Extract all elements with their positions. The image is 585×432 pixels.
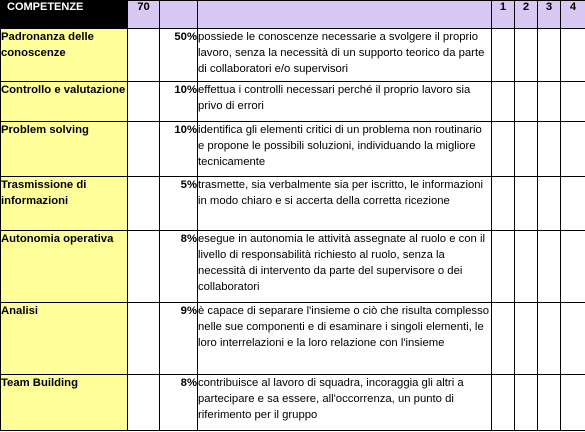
score-cell-3[interactable]: [538, 375, 561, 431]
score-cell-1[interactable]: [492, 375, 515, 431]
score-cell-3[interactable]: [538, 231, 561, 303]
score-cell-4[interactable]: [561, 231, 585, 303]
header-score-2: 2: [515, 1, 538, 29]
score-cell-2[interactable]: [515, 303, 538, 375]
score-cell-2[interactable]: [515, 177, 538, 231]
score-cell-2[interactable]: [515, 375, 538, 431]
score-cell-4[interactable]: [561, 177, 585, 231]
competence-name: Padronanza delle conoscenze: [1, 29, 128, 82]
score-cell-3[interactable]: [538, 303, 561, 375]
score-cell-1[interactable]: [492, 231, 515, 303]
competence-name: Trasmissione di informazioni: [1, 177, 128, 231]
header-row: [1, 1, 585, 29]
competence-description: identifica gli elementi critici di un problema non routinario e propone le possibili soluzioni, individuando la migliore tecnicamente: [198, 122, 492, 177]
competence-description: esegue in autonomia le attività assegnate al ruolo e con il livello di responsabilità richiesto al ruolo, senza la necessità di intervento da parte del supervisore o dei collaboratori: [198, 231, 492, 303]
competence-name: Team Building: [1, 375, 128, 431]
score-cell-4[interactable]: [561, 375, 585, 431]
score-cell-3[interactable]: [538, 177, 561, 231]
empty-cell: [128, 29, 160, 82]
competence-weight: 10%: [160, 82, 198, 122]
score-cell-1[interactable]: [492, 303, 515, 375]
header-score-3: 3: [538, 1, 561, 29]
score-cell-1[interactable]: [492, 177, 515, 231]
score-cell-2[interactable]: [515, 122, 538, 177]
header-blank-weight: [160, 1, 198, 29]
table-row: [1, 375, 585, 431]
score-cell-4[interactable]: [561, 122, 585, 177]
score-cell-4[interactable]: [561, 82, 585, 122]
competence-weight: 10%: [160, 122, 198, 177]
score-cell-3[interactable]: [538, 122, 561, 177]
score-cell-2[interactable]: [515, 29, 538, 82]
score-cell-4[interactable]: [561, 29, 585, 82]
score-cell-3[interactable]: [538, 29, 561, 82]
empty-cell: [128, 122, 160, 177]
empty-cell: [128, 231, 160, 303]
empty-cell: [128, 82, 160, 122]
competence-weight: 9%: [160, 303, 198, 375]
empty-cell: [128, 303, 160, 375]
table-row: [1, 122, 585, 177]
competence-description: effettua i controlli necessari perché il proprio lavoro sia privo di errori: [198, 82, 492, 122]
header-total: 70: [128, 1, 160, 29]
table-row: [1, 177, 585, 231]
score-cell-1[interactable]: [492, 82, 515, 122]
table-row: [1, 303, 585, 375]
competence-weight: 8%: [160, 231, 198, 303]
competence-description: possiede le conoscenze necessarie a svolgere il proprio lavoro, senza la necessità di un supporto teorico da parte di collaboratori e/o supervisori: [198, 29, 492, 82]
score-cell-4[interactable]: [561, 303, 585, 375]
competence-weight: 5%: [160, 177, 198, 231]
table-row: [1, 29, 585, 82]
competence-weight: 50%: [160, 29, 198, 82]
table-row: [1, 82, 585, 122]
competence-description: trasmette, sia verbalmente sia per iscritto, le informazioni in modo chiaro e si accerta della corretta ricezione: [198, 177, 492, 231]
score-cell-2[interactable]: [515, 231, 538, 303]
score-cell-2[interactable]: [515, 82, 538, 122]
header-title: COMPETENZE: [1, 1, 128, 29]
competence-description: è capace di separare l'insieme o ciò che risulta complesso nelle sue componenti e di esaminare i singoli elementi, le loro interrelazioni e la loro relazione con l'insieme: [198, 303, 492, 375]
score-cell-1[interactable]: [492, 122, 515, 177]
header-score-4: 4: [561, 1, 585, 29]
competence-name: Controllo e valutazione: [1, 82, 128, 122]
competence-description: contribuisce al lavoro di squadra, incoraggia gli altri a partecipare e sa essere, all'occorrenza, un punto di riferimento per il gruppo: [198, 375, 492, 431]
competence-name: Autonomia operativa: [1, 231, 128, 303]
table-row: [1, 231, 585, 303]
competence-name: Problem solving: [1, 122, 128, 177]
header-score-1: 1: [492, 1, 515, 29]
header-blank-description: [198, 1, 492, 29]
competence-name: Analisi: [1, 303, 128, 375]
score-cell-3[interactable]: [538, 82, 561, 122]
empty-cell: [128, 177, 160, 231]
empty-cell: [128, 375, 160, 431]
score-cell-1[interactable]: [492, 29, 515, 82]
competence-weight: 8%: [160, 375, 198, 431]
